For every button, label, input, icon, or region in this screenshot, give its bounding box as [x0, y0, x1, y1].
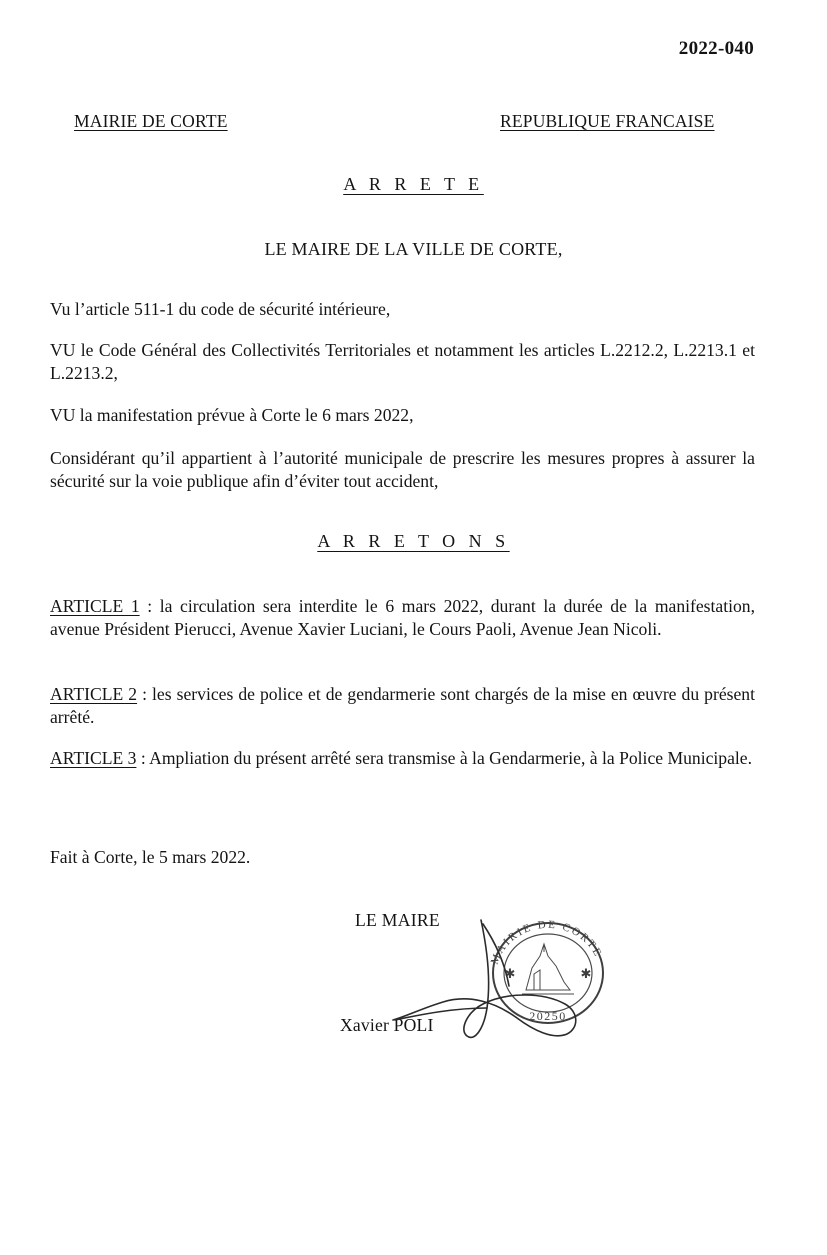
article-3-text: : Ampliation du présent arrêté sera transmise à la Gendarmerie, à la Police Municipale.: [136, 748, 752, 768]
preamble-paragraph-1: Vu l’article 511-1 du code de sécurité intérieure,: [50, 299, 391, 319]
document-title: [0, 174, 827, 195]
document-reference-number: 2022-040: [678, 38, 754, 59]
svg-text:✱: ✱: [504, 966, 516, 981]
document-title-text: A R R E T E: [343, 174, 484, 194]
article-2-label: ARTICLE 2: [50, 684, 138, 704]
article-2-text: : les services de police et de gendarmerie sont chargés de la mise en œuvre du présent arrêté.: [50, 684, 755, 728]
article-2: [50, 683, 755, 729]
preamble-paragraph-2: VU le Code Général des Collectivités Territoriales et notamment les articles L.2212.2, L.2213.1 et L.2213.2,: [50, 340, 755, 384]
preamble-paragraph-3: VU la manifestation prévue à Corte le 6 mars 2022,: [50, 405, 414, 425]
svg-text:✱: ✱: [580, 966, 592, 981]
article-1-text: : la circulation sera interdite le 6 mars 2022, durant la durée de la manifestation, avenue Président Pierucci, Avenue Xavier Luciani, le Cours Paoli, Avenue Jean Nicoli.: [50, 596, 755, 640]
article-1-label: ARTICLE 1: [50, 596, 140, 616]
document-header: [74, 111, 753, 135]
header-mairie-label: MAIRIE DE CORTE: [74, 111, 228, 131]
header-republique-label: REPUBLIQUE FRANCAISE: [500, 111, 715, 131]
signature-title: LE MAIRE: [355, 910, 440, 930]
preamble-paragraph-4: Considérant qu’il appartient à l’autorité municipale de prescrire les mesures propres à assurer la sécurité sur la voie publique afin d’éviter tout accident,: [50, 448, 755, 492]
document-subtitle: LE MAIRE DE LA VILLE DE CORTE,: [264, 239, 563, 259]
arretons-heading: [0, 531, 827, 552]
stamp-postal-code: 20250: [529, 1009, 567, 1023]
article-3: [50, 747, 755, 770]
article-1: [50, 595, 755, 641]
svg-text:MAIRIE DE CORTE: MAIRIE DE CORTE: [488, 918, 605, 967]
article-3-label: ARTICLE 3: [50, 748, 137, 768]
official-stamp: [482, 912, 614, 1034]
closing-place-date: Fait à Corte, le 5 mars 2022.: [50, 847, 251, 867]
arretons-heading-text: A R R E T O N S: [317, 531, 510, 551]
signature-name: Xavier POLI: [340, 1015, 434, 1035]
